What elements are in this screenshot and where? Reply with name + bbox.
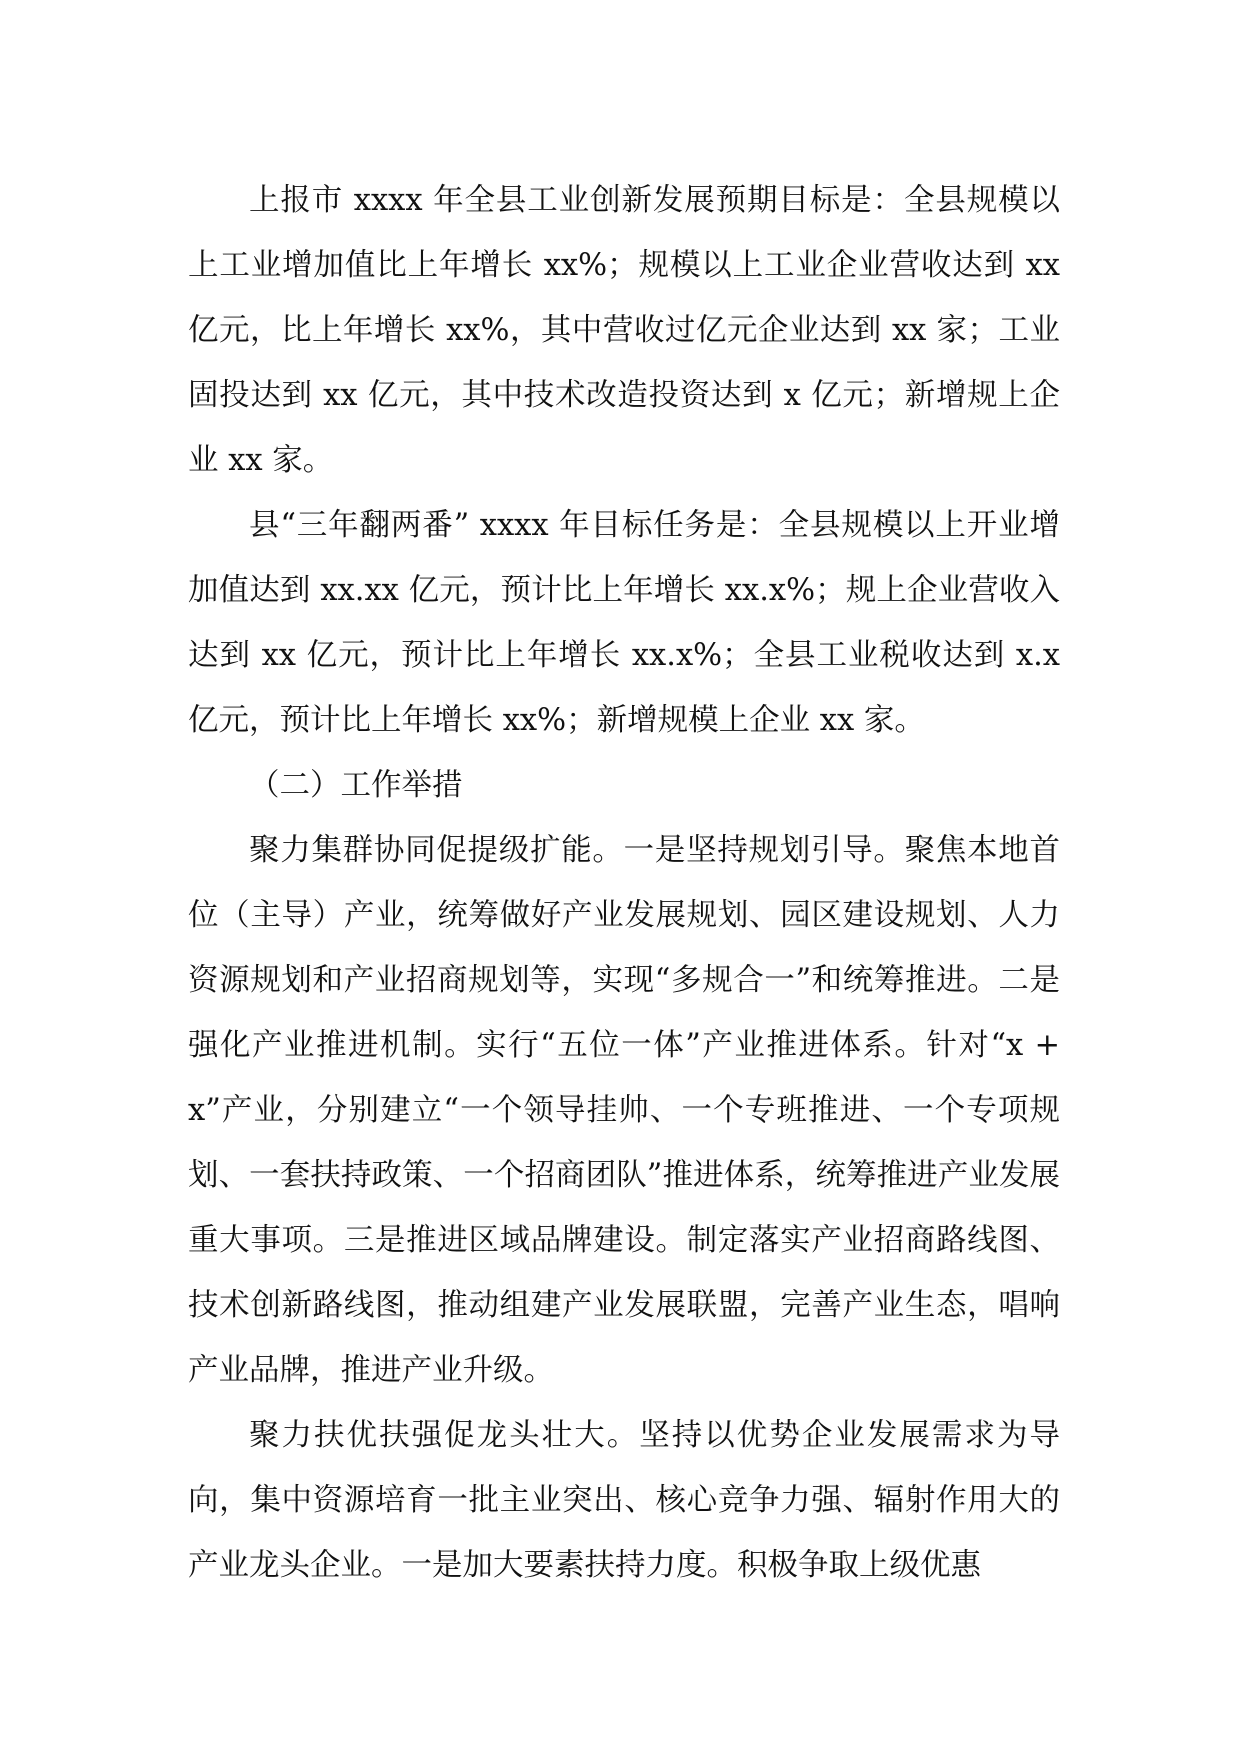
paragraph-three-year-goals: 县“三年翻两番” xxxx 年目标任务是：全县规模以上开业增加值达到 xx.xx 亿元，预计比上年增长 xx.x%；规上企业营收入达到 xx 亿元，预计比上年增长 xx.x%；全县工业税收达到 x.x 亿元，预计比上年增长 xx%；新增规模上企业 xx 家。	[188, 508, 1060, 738]
paragraph-leading-enterprises: 聚力扶优扶强促龙头壮大。坚持以优势企业发展需求为导向，集中资源培育一批主业突出、核心竞争力强、辐射作用大的产业龙头企业。一是加大要素扶持力度。积极争取上级优惠	[188, 1418, 1060, 1583]
section-heading: （二）工作举措	[249, 768, 463, 803]
document-page	[188, 168, 1060, 1598]
paragraph-targets: 上报市 xxxx 年全县工业创新发展预期目标是：全县规模以上工业增加值比上年增长 xx%；规模以上工业企业营收达到 xx 亿元，比上年增长 xx%，其中营收过亿元企业达到 xx 家；工业固投达到 xx 亿元，其中技术改造投资达到 x 亿元；新增规上企业 xx 家。	[188, 183, 1060, 478]
paragraph-cluster-measures: 聚力集群协同促提级扩能。一是坚持规划引导。聚焦本地首位（主导）产业，统筹做好产业发展规划、园区建设规划、人力资源规划和产业招商规划等，实现“多规合一”和统筹推进。二是强化产业推进机制。实行“五位一体”产业推进体系。针对“x + x”产业，分别建立“一个领导挂帅、一个专班推进、一个专项规划、一套扶持政策、一个招商团队”推进体系，统筹推进产业发展重大事项。三是推进区域品牌建设。制定落实产业招商路线图、技术创新路线图，推动组建产业发展联盟，完善产业生态，唱响产业品牌，推进产业升级。	[188, 833, 1060, 1388]
